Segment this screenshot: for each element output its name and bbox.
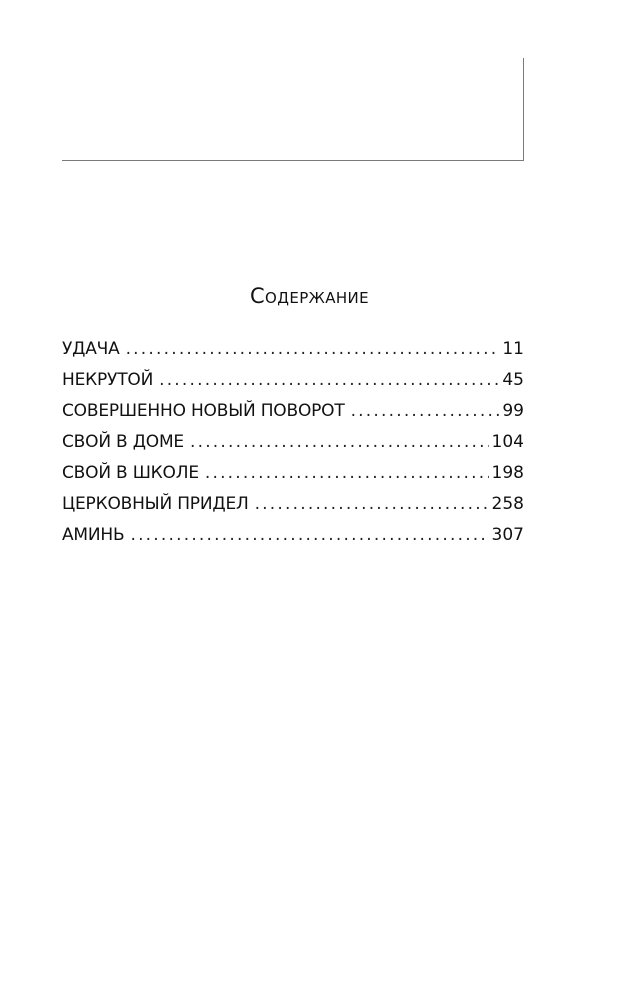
toc-page-number: 104 xyxy=(491,432,524,452)
crop-mark-horizontal xyxy=(62,160,524,161)
toc-entry[interactable] xyxy=(62,334,524,365)
toc-leader-dots xyxy=(190,427,489,458)
toc-list xyxy=(62,334,524,551)
toc-leader-dots xyxy=(351,396,500,427)
toc-entry-title: СОВЕРШЕННО НОВЫЙ ПОВОРОТ xyxy=(62,401,345,421)
toc-entry-title: АМИНЬ xyxy=(62,525,125,545)
toc-leader-dots xyxy=(130,520,488,551)
toc-page-number: 11 xyxy=(502,339,524,359)
toc-entry[interactable] xyxy=(62,489,524,520)
toc-page-number: 45 xyxy=(502,370,524,390)
toc-entry-title: УДАЧА xyxy=(62,339,120,359)
toc-entry[interactable] xyxy=(62,520,524,551)
toc-entry-title: НЕКРУТОЙ xyxy=(62,370,154,390)
toc-page-number: 307 xyxy=(491,525,524,545)
toc-page-number: 198 xyxy=(491,463,524,483)
toc-page-number: 258 xyxy=(491,494,524,514)
toc-entry[interactable] xyxy=(62,427,524,458)
toc-entry-title: ЦЕРКОВНЫЙ ПРИДЕЛ xyxy=(62,494,249,514)
toc-entry[interactable] xyxy=(62,365,524,396)
toc-leader-dots xyxy=(205,458,489,489)
toc-entry[interactable] xyxy=(62,396,524,427)
toc-entry-title: СВОЙ В ШКОЛЕ xyxy=(62,463,199,483)
toc-entry-title: СВОЙ В ДОМЕ xyxy=(62,432,184,452)
toc-leader-dots xyxy=(159,365,499,396)
toc-leader-dots xyxy=(126,334,500,365)
toc-leader-dots xyxy=(255,489,489,520)
toc-page-number: 99 xyxy=(502,401,524,421)
toc-entry[interactable] xyxy=(62,458,524,489)
toc-title: Содержание xyxy=(249,284,370,308)
crop-mark-vertical xyxy=(523,58,524,161)
